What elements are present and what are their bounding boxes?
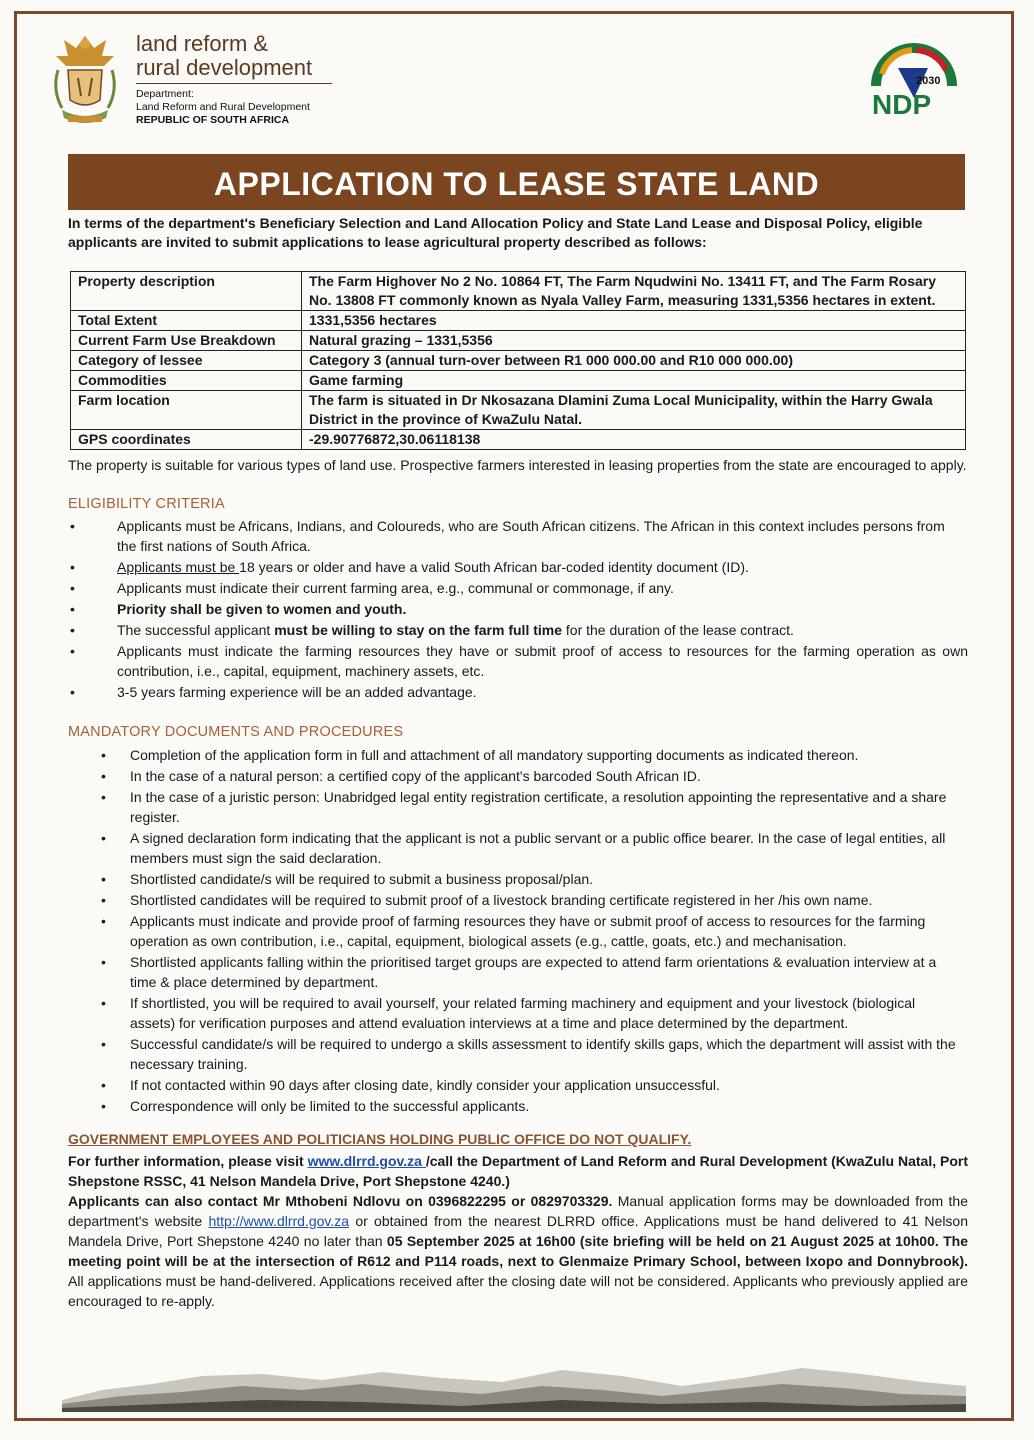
table-row [71, 351, 966, 371]
page-title: APPLICATION TO LEASE STATE LAND [68, 154, 965, 210]
list-item: • Priority shall be given to women and youth. [70, 601, 407, 617]
row-label: Commodities [71, 371, 302, 391]
bullet-icon: • [101, 1098, 106, 1114]
list-item: • In the case of a natural person: a certified copy of the applicant's barcoded South African ID. [101, 768, 701, 784]
website-url-link[interactable]: http://www.dlrrd.gov.za [208, 1213, 350, 1229]
list-item: • Shortlisted candidate/s will be required to submit a business proposal/plan. [101, 871, 594, 887]
table-row [71, 371, 966, 391]
row-label: GPS coordinates [71, 430, 302, 450]
landscape-illustration [62, 1356, 966, 1412]
department-name [136, 32, 332, 84]
list-item: • A signed declaration form indicating that the applicant is not a public servant or a public office bearer. In the case of legal entities, all members must sign the said declaration. [101, 830, 946, 866]
row-value: Game farming [302, 371, 966, 391]
bullet-icon: • [101, 871, 106, 887]
application-paragraph: Applicants can also contact Mr Mthobeni Ndlovu on 0396822295 or 0829703329. Manual application forms may be downloaded from the department's website http://www.dlrrd.gov.za or obtained from the nearest DLRRD office. Applications must be hand delivered to 41 Nelson Mandela Drive, Port Shepstone 4240 no later than 05 September 2025 at 16h00 (site briefing will be held on 21 August 2025 at 10h00. The meeting point will be at the intersection of R612 and P114 roads, next to Glenmaize Primary School, between Ixopo and Donnybrook). All applications must be hand-delivered. Applications received after the closing date will not be considered. Applicants who previously applied are encouraged to re-apply. [68, 1193, 968, 1309]
bullet-icon: • [101, 768, 106, 784]
eligibility-heading: ELIGIBILITY CRITERIA [68, 496, 225, 512]
list-item: • Correspondence will only be limited to the successful applicants. [101, 1098, 530, 1114]
list-item: • Applicants must be 18 years or older and have a valid South African bar-coded identity document (ID). [70, 559, 749, 575]
list-item: • Applicants must be Africans, Indians, and Coloureds, who are South African citizens. The African in this context includes persons from the first nations of South Africa. [70, 518, 945, 554]
list-item: • If shortlisted, you will be required to avail yourself, your related farming machinery and equipment and your livestock (biological assets) for verification purposes and attend evaluation interviews at a time and place determined by the department. [101, 995, 916, 1031]
bullet-icon: • [101, 892, 106, 908]
sub-line-1: Department: [136, 88, 194, 100]
list-item: • The successful applicant must be willing to stay on the farm full time for the duration of the lease contract. [70, 622, 794, 638]
coat-of-arms-icon [48, 30, 122, 130]
dept-line-2: rural development [136, 56, 332, 84]
eligibility-list [68, 516, 968, 703]
bullet-icon: • [101, 1077, 106, 1093]
bullet-icon: • [70, 643, 75, 659]
list-item: • Applicants must indicate the farming resources they have or submit proof of access to resources for the farming operation as own contribution, i.e., capital, equipment, machinery assets, etc. [70, 643, 968, 679]
list-item: • Completion of the application form in full and attachment of all mandatory supporting documents as indicated thereon. [101, 747, 859, 763]
list-item: • Applicants must indicate their current farming area, e.g., communal or commonage, if any. [70, 580, 674, 596]
row-label: Current Farm Use Breakdown [71, 331, 302, 351]
bullet-icon: • [101, 747, 106, 763]
bullet-icon: • [101, 1036, 106, 1052]
bullet-icon: • [70, 518, 75, 534]
intro-paragraph: In terms of the department's Beneficiary Selection and Land Allocation Policy and State Land Lease and Disposal Policy, eligible applicants are invited to submit applications to lease agricultural property described as follows: [68, 215, 923, 250]
department-subtitle [136, 88, 310, 127]
bullet-icon: • [101, 913, 106, 929]
row-value: -29.90776872,30.06118138 [302, 430, 966, 450]
info-paragraph: For further information, please visit www.dlrrd.gov.za /call the Department of Land Reform and Rural Development (KwaZulu Natal, Port Shepstone RSSC, 41 Nelson Mandela Drive, Port Shepstone 4240.) [68, 1153, 969, 1189]
list-item: • 3-5 years farming experience will be an added advantage. [70, 684, 477, 700]
list-item: • Applicants must indicate and provide proof of farming resources they have or submit proof of access to resources for the farming operation as own contribution, i.e., capital, equipment, biological assets (e.g., cattle, goats, etc.) and mechanisation. [101, 913, 926, 949]
property-table [70, 271, 966, 450]
suitability-note: The property is suitable for various types of land use. Prospective farmers interested in leasing properties from the state are encouraged to apply. [68, 457, 967, 473]
bullet-icon: • [70, 559, 75, 575]
contact-section [68, 1151, 968, 1311]
dept-line-1: land reform & [136, 31, 269, 56]
ndp-2030-logo [868, 40, 960, 122]
list-item: • Successful candidate/s will be required to undergo a skills assessment to identify skills gaps, which the department will assist with the necessary training. [101, 1036, 956, 1072]
bullet-icon: • [70, 684, 75, 700]
bullet-icon: • [70, 601, 75, 617]
government-notice: GOVERNMENT EMPLOYEES AND POLITICIANS HOLDING PUBLIC OFFICE DO NOT QUALIFY. [68, 1131, 692, 1147]
list-item: • Shortlisted applicants falling within the prioritised target groups are expected to attend farm orientations & evaluation interview at a time & place determined by department. [101, 954, 937, 990]
table-row [71, 391, 966, 430]
ndp-year: 2030 [916, 75, 941, 87]
row-value: 1331,5356 hectares [302, 311, 966, 331]
ndp-text: NDP [872, 89, 932, 120]
list-item: • Shortlisted candidates will be required to submit proof of a livestock branding certificate registered in her /his own name. [101, 892, 873, 908]
sub-line-2: Land Reform and Rural Development [136, 101, 310, 113]
mandatory-heading: MANDATORY DOCUMENTS AND PROCEDURES [68, 724, 404, 740]
table-row [71, 311, 966, 331]
row-label: Property description [71, 272, 302, 311]
row-label: Farm location [71, 391, 302, 430]
mandatory-list [68, 745, 963, 1117]
bullet-icon: • [70, 622, 75, 638]
bullet-icon: • [101, 789, 106, 805]
row-value: The farm is situated in Dr Nkosazana Dlamini Zuma Local Municipality, within the Harry Gwala District in the province of KwaZulu Natal. [302, 391, 966, 430]
list-item: • In the case of a juristic person: Unabridged legal entity registration certificate, a resolution appointing the representative and a share register. [101, 789, 947, 825]
row-value: The Farm Highover No 2 No. 10864 FT, The Farm Nqudwini No. 13411 FT, and The Farm Rosary No. 13808 FT commonly known as Nyala Valley Farm, measuring 1331,5356 hectares in extent. [302, 272, 966, 311]
table-row [71, 331, 966, 351]
row-label: Category of lessee [71, 351, 302, 371]
bullet-icon: • [101, 954, 106, 970]
sub-line-3: REPUBLIC OF SOUTH AFRICA [136, 114, 290, 126]
bullet-icon: • [101, 995, 106, 1011]
row-value: Natural grazing – 1331,5356 [302, 331, 966, 351]
table-row [71, 272, 966, 311]
list-item: • If not contacted within 90 days after closing date, kindly consider your application unsuccessful. [101, 1077, 720, 1093]
website-link[interactable]: www.dlrrd.gov.za [307, 1153, 426, 1169]
row-label: Total Extent [71, 311, 302, 331]
table-row [71, 430, 966, 450]
bullet-icon: • [70, 580, 75, 596]
row-value: Category 3 (annual turn-over between R1 000 000.00 and R10 000 000.00) [302, 351, 966, 371]
bullet-icon: • [101, 830, 106, 846]
